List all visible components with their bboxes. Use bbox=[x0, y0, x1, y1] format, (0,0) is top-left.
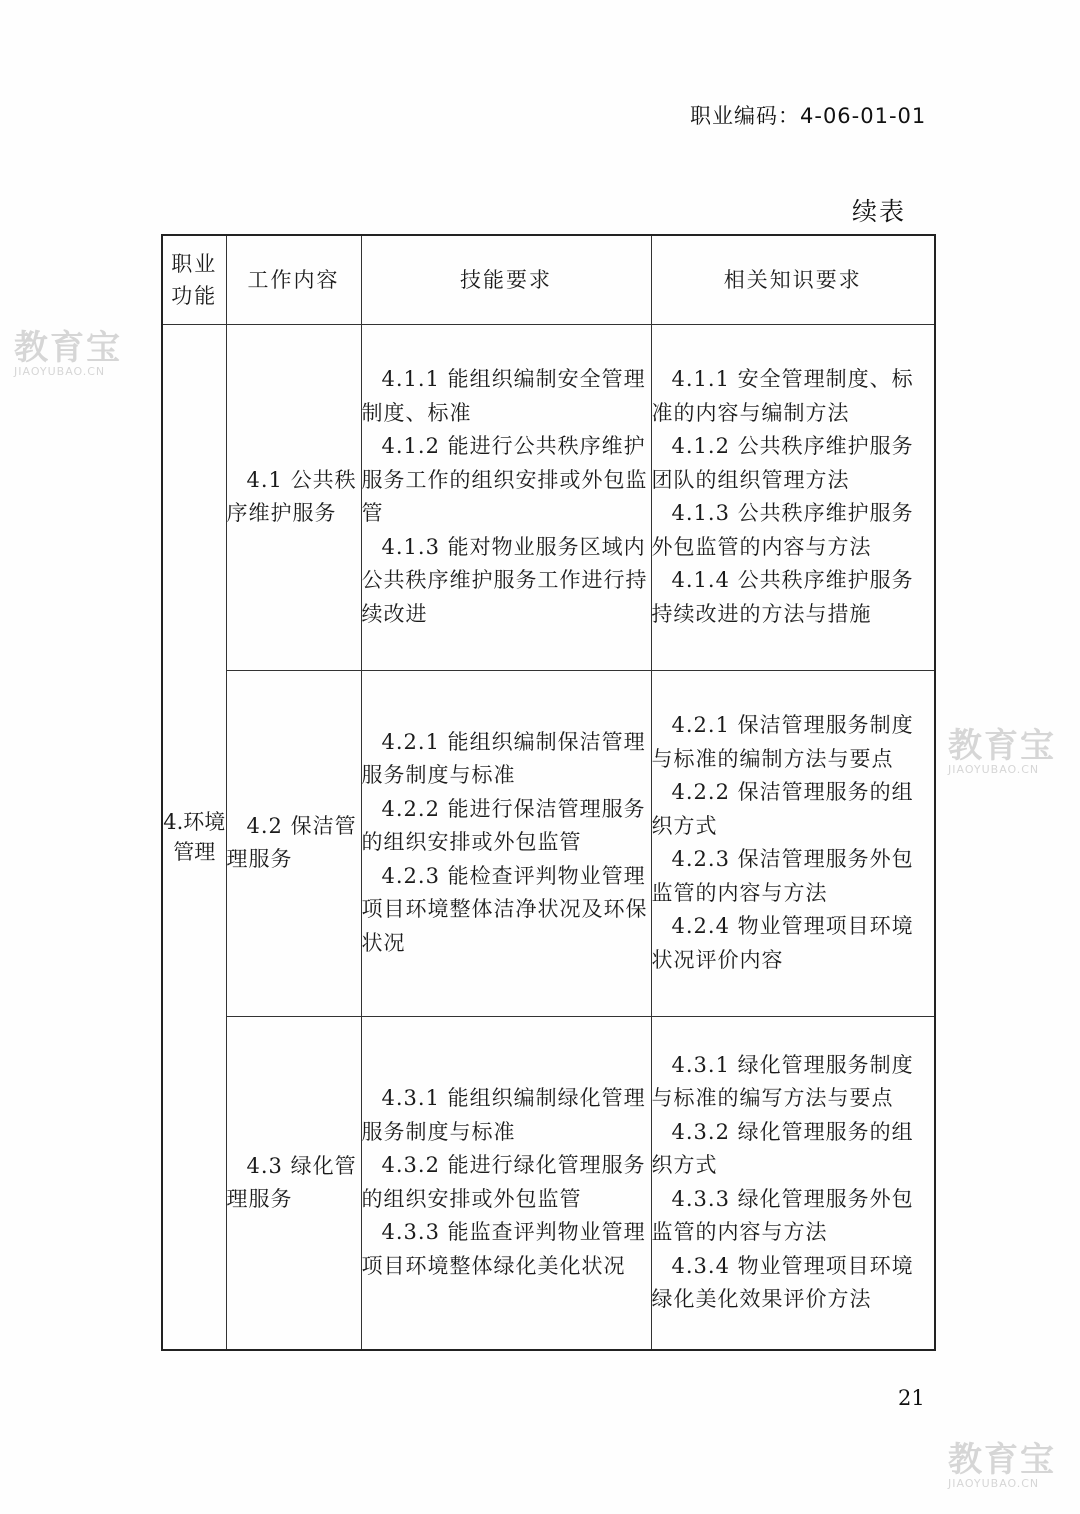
header-function: 职业功能 bbox=[162, 235, 226, 324]
header-knowledge-requirements: 相关知识要求 bbox=[651, 235, 935, 324]
watermark-logo: 教育宝 JIAOYUBAO.CN bbox=[14, 328, 122, 378]
work-content-cell: 4.1 公共秩序维护服务 bbox=[226, 324, 361, 670]
knowledge-cell: 4.1.1 安全管理制度、标准的内容与编制方法 4.1.2 公共秩序维护服务团队的组织管理方法 4.1.3 公共秩序维护服务外包监管的内容与方法 4.1.4 公共秩序维护服务持续改进的方法与措施 bbox=[651, 324, 935, 670]
skills-table bbox=[161, 234, 936, 1351]
page-number: 21 bbox=[898, 1386, 925, 1410]
function-cell: 4.环境管理 bbox=[162, 324, 226, 1350]
watermark-logo: 教育宝 JIAOYUBAO.CN bbox=[948, 1440, 1056, 1490]
knowledge-cell: 4.2.1 保洁管理服务制度与标准的编制方法与要点 4.2.2 保洁管理服务的组织方式 4.2.3 保洁管理服务外包监管的内容与方法 4.2.4 物业管理项目环境状况评价内容 bbox=[651, 670, 935, 1016]
table-row bbox=[162, 670, 935, 1016]
header-skill-requirements: 技能要求 bbox=[361, 235, 651, 324]
work-content-cell: 4.2 保洁管理服务 bbox=[226, 670, 361, 1016]
occupation-code: 职业编码：4-06-01-01 bbox=[690, 104, 927, 128]
skills-cell: 4.2.1 能组织编制保洁管理服务制度与标准 4.2.2 能进行保洁管理服务的组织安排或外包监管 4.2.3 能检查评判物业管理项目环境整体洁净状况及环保状况 bbox=[361, 670, 651, 1016]
work-content-cell: 4.3 绿化管理服务 bbox=[226, 1016, 361, 1350]
watermark-logo: 教育宝 JIAOYUBAO.CN bbox=[948, 726, 1056, 776]
skills-cell: 4.3.1 能组织编制绿化管理服务制度与标准 4.3.2 能进行绿化管理服务的组织安排或外包监管 4.3.3 能监查评判物业管理项目环境整体绿化美化状况 bbox=[361, 1016, 651, 1350]
knowledge-cell: 4.3.1 绿化管理服务制度与标准的编写方法与要点 4.3.2 绿化管理服务的组织方式 4.3.3 绿化管理服务外包监管的内容与方法 4.3.4 物业管理项目环境绿化美化效果评价方法 bbox=[651, 1016, 935, 1350]
table-header-row bbox=[162, 235, 935, 324]
continued-table-label: 续表 bbox=[852, 197, 907, 226]
skills-cell: 4.1.1 能组织编制安全管理制度、标准 4.1.2 能进行公共秩序维护服务工作的组织安排或外包监管 4.1.3 能对物业服务区域内公共秩序维护服务工作进行持续改进 bbox=[361, 324, 651, 670]
table-row bbox=[162, 1016, 935, 1350]
table-row bbox=[162, 324, 935, 670]
header-work-content: 工作内容 bbox=[226, 235, 361, 324]
